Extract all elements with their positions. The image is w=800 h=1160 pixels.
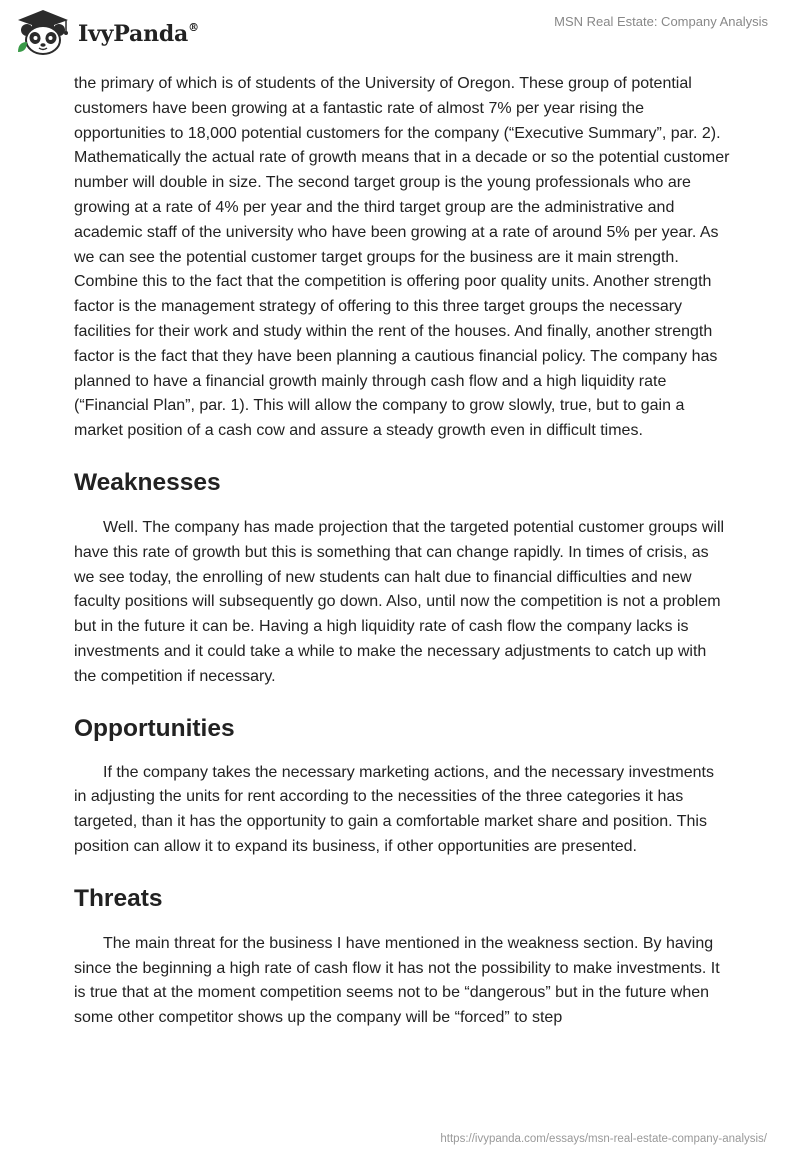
document-title: MSN Real Estate: Company Analysis bbox=[554, 14, 768, 29]
opportunities-paragraph: If the company takes the necessary marketing actions, and the necessary investments in adjusting the units for rent according to the necessities of the three categories it has targeted, than it has the opportunity to gain a comfortable market share and position. This position can allow it to expand its business, if other opportunities are presented. bbox=[74, 763, 714, 855]
threats-paragraph: The main threat for the business I have mentioned in the weakness section. By having since the beginning a high rate of cash flow it has not the possibility to make investments. It is true that at the moment competition seems not to be “dangerous” but in the future when some other competitor shows up the company will be “forced” to step bbox=[74, 934, 720, 1027]
panda-graduate-logo-icon bbox=[14, 8, 72, 56]
brand-name: IvyPanda® bbox=[78, 20, 199, 47]
threats-heading: Threats bbox=[74, 884, 163, 912]
weaknesses-paragraph: Well. The company has made projection that the targeted potential customer groups will have this rate of growth but this is something that can change rapidly. In times of crisis, as we see today, the enrolling of new students can halt due to financial difficulties and new faculty positions will subsequently go down. Also, until now the competition is not a problem but in the future it can be. Having a high liquidity rate of cash flow the company lacks is investments and it could take a while to make the necessary adjustments to catch up with the competition if necessary. bbox=[74, 518, 725, 685]
ivypanda-logo[interactable] bbox=[14, 8, 199, 56]
weaknesses-heading: Weaknesses bbox=[74, 468, 221, 496]
opportunities-heading: Opportunities bbox=[74, 714, 235, 742]
intro-paragraph: the primary of which is of students of the University of Oregon. These group of potential customers have been growing at a fantastic rate of almost 7% per year rising the opportunities to 18,000 potential customers for the company (“Executive Summary”, par. 2). Mathematically the actual rate of growth means that in a decade or so the potential customer number will double in size. The second target group is the young professionals who are growing at a rate of 4% per year and the third target group are the administrative and academic staff of the university who have been growing at a rate of around 5% per year. As we can see the potential customer target groups for the business are it main strength. Combine this to the fact that the competition is offering poor quality units. Another strength factor is the management strategy of offering to this three target groups the necessary facilities for their work and study within the rent of the houses. And finally, another strength factor is the fact that they have been planning a cautious financial policy. The company has planned to have a financial growth mainly through cash flow and a high liquidity rate (“Financial Plan”, par. 1). This will allow the company to grow slowly, true, but to gain a market position of a cash cow and assure a steady growth even in difficult times. bbox=[74, 75, 730, 440]
essay-body bbox=[74, 72, 730, 1031]
source-url[interactable]: https://ivypanda.com/essays/msn-real-estate-company-analysis/ bbox=[440, 1133, 767, 1145]
page-header bbox=[0, 0, 800, 66]
